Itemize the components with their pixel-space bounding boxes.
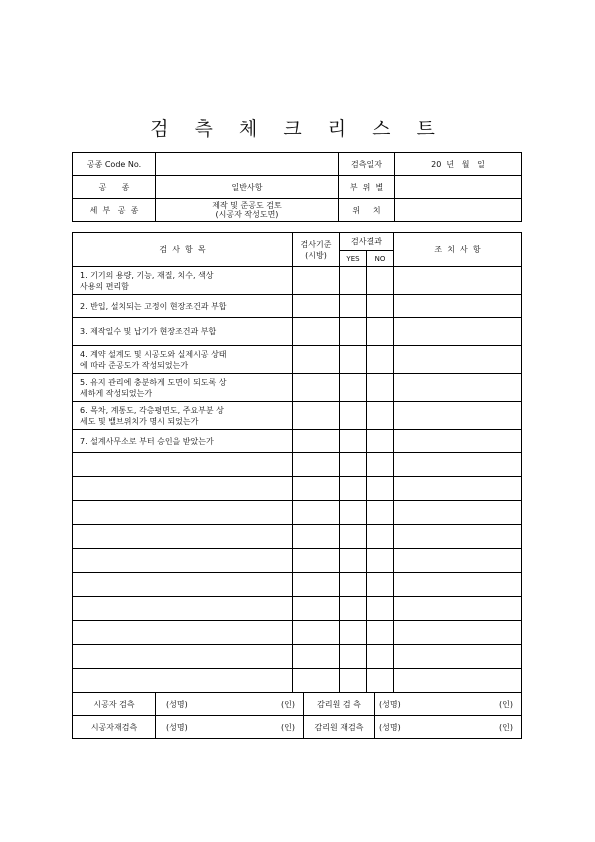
action-cell[interactable] xyxy=(394,573,522,597)
sign-name-text: (성명) xyxy=(166,722,188,732)
sign-name-text: (성명) xyxy=(166,699,188,709)
yes-cell[interactable] xyxy=(340,525,367,549)
action-cell[interactable] xyxy=(394,430,522,453)
no-cell[interactable] xyxy=(367,621,394,645)
header-row-work xyxy=(73,176,522,199)
item-text: 1. 기기의 용량, 기능, 재질, 치수, 색상 사용의 편리함 xyxy=(73,267,293,295)
item-cell[interactable] xyxy=(73,645,293,669)
contractor-inspection-label: 시공자 검측 xyxy=(73,693,156,716)
standard-cell[interactable] xyxy=(293,573,340,597)
standard-cell[interactable] xyxy=(293,374,340,402)
location-value[interactable] xyxy=(395,199,522,222)
standard-cell[interactable] xyxy=(293,346,340,374)
yes-cell[interactable] xyxy=(340,669,367,693)
no-cell[interactable] xyxy=(367,573,394,597)
item-cell[interactable] xyxy=(73,525,293,549)
supervisor-inspection-sign[interactable] xyxy=(375,693,522,716)
item-cell[interactable] xyxy=(73,453,293,477)
item-text: 6. 목차, 계통도, 각층평면도, 주요부분 상 세도 및 밸브위치가 명시 되었는가 xyxy=(73,402,293,430)
header-table xyxy=(72,152,522,222)
seal-text: (인) xyxy=(499,722,513,732)
table-row xyxy=(73,267,522,295)
code-value[interactable] xyxy=(156,153,339,176)
col-no-header: NO xyxy=(367,251,394,267)
contractor-reinspection-sign[interactable] xyxy=(156,716,304,739)
table-row xyxy=(73,597,522,621)
standard-cell[interactable] xyxy=(293,402,340,430)
col-action-header: 조 치 사 항 xyxy=(394,233,522,267)
yes-cell[interactable] xyxy=(340,318,367,346)
table-row xyxy=(73,549,522,573)
yes-cell[interactable] xyxy=(340,477,367,501)
standard-cell[interactable] xyxy=(293,453,340,477)
signature-row xyxy=(73,693,522,716)
yes-cell[interactable] xyxy=(340,430,367,453)
table-row xyxy=(73,501,522,525)
col-result-header: 검사결과 xyxy=(340,233,394,251)
standard-cell[interactable] xyxy=(293,430,340,453)
no-cell[interactable] xyxy=(367,453,394,477)
item-text: 7. 설계사무소로 부터 승인을 받았는가 xyxy=(73,430,293,453)
yes-cell[interactable] xyxy=(340,573,367,597)
col-standard-header: 검사기준 (시방) xyxy=(293,233,340,267)
yes-cell[interactable] xyxy=(340,597,367,621)
sign-name-text: (성명) xyxy=(379,722,401,732)
standard-cell[interactable] xyxy=(293,477,340,501)
section-value[interactable] xyxy=(395,176,522,199)
seal-text: (인) xyxy=(281,722,295,732)
action-cell[interactable] xyxy=(394,453,522,477)
table-row xyxy=(73,621,522,645)
seal-text: (인) xyxy=(499,699,513,709)
standard-cell[interactable] xyxy=(293,621,340,645)
table-row xyxy=(73,346,522,374)
work-value[interactable]: 일반사항 xyxy=(156,176,339,199)
item-text: 2. 반입, 설치되는 고정이 현장조건과 부합 xyxy=(73,295,293,318)
action-cell[interactable] xyxy=(394,295,522,318)
yes-cell[interactable] xyxy=(340,501,367,525)
table-row xyxy=(73,453,522,477)
yes-cell[interactable] xyxy=(340,346,367,374)
action-cell[interactable] xyxy=(394,525,522,549)
item-text: 3. 제작일수 및 납기가 현장조건과 부합 xyxy=(73,318,293,346)
checklist-table xyxy=(72,232,522,693)
item-cell[interactable] xyxy=(73,501,293,525)
yes-cell[interactable] xyxy=(340,267,367,295)
table-row xyxy=(73,525,522,549)
action-cell[interactable] xyxy=(394,549,522,573)
code-label: 공종 Code No. xyxy=(73,153,156,176)
yes-cell[interactable] xyxy=(340,453,367,477)
standard-cell[interactable] xyxy=(293,549,340,573)
seal-text: (인) xyxy=(281,699,295,709)
action-cell[interactable] xyxy=(394,477,522,501)
col-item-header: 검 사 항 목 xyxy=(73,233,293,267)
checklist-header-row xyxy=(73,233,522,251)
signature-row xyxy=(73,716,522,739)
header-row-code xyxy=(73,153,522,176)
action-cell[interactable] xyxy=(394,597,522,621)
action-cell[interactable] xyxy=(394,645,522,669)
no-cell[interactable] xyxy=(367,525,394,549)
action-cell[interactable] xyxy=(394,402,522,430)
sign-name-text: (성명) xyxy=(379,699,401,709)
date-label: 검측일자 xyxy=(339,153,395,176)
no-cell[interactable] xyxy=(367,318,394,346)
no-cell[interactable] xyxy=(367,549,394,573)
yes-cell[interactable] xyxy=(340,374,367,402)
no-cell[interactable] xyxy=(367,295,394,318)
section-label: 부 위 별 xyxy=(339,176,395,199)
table-row xyxy=(73,430,522,453)
action-cell[interactable] xyxy=(394,621,522,645)
page-title: 검 측 체 크 리 스 트 xyxy=(150,118,445,140)
col-yes-header: YES xyxy=(340,251,367,267)
no-cell[interactable] xyxy=(367,402,394,430)
no-cell[interactable] xyxy=(367,645,394,669)
table-row xyxy=(73,573,522,597)
standard-cell[interactable] xyxy=(293,525,340,549)
no-cell[interactable] xyxy=(367,477,394,501)
table-row xyxy=(73,374,522,402)
standard-cell[interactable] xyxy=(293,501,340,525)
table-row xyxy=(73,402,522,430)
standard-cell[interactable] xyxy=(293,669,340,693)
yes-cell[interactable] xyxy=(340,621,367,645)
item-cell[interactable] xyxy=(73,477,293,501)
no-cell[interactable] xyxy=(367,597,394,621)
no-cell[interactable] xyxy=(367,346,394,374)
action-cell[interactable] xyxy=(394,267,522,295)
no-cell[interactable] xyxy=(367,374,394,402)
signature-table xyxy=(72,692,522,739)
table-row xyxy=(73,477,522,501)
standard-cell[interactable] xyxy=(293,597,340,621)
item-cell[interactable] xyxy=(73,573,293,597)
no-cell[interactable] xyxy=(367,501,394,525)
action-cell[interactable] xyxy=(394,318,522,346)
work-label: 공 종 xyxy=(73,176,156,199)
no-cell[interactable] xyxy=(367,430,394,453)
detail-value[interactable]: 제작 및 준공도 검토 (시공자 작성도면) xyxy=(156,199,339,222)
yes-cell[interactable] xyxy=(340,402,367,430)
action-cell[interactable] xyxy=(394,374,522,402)
date-value[interactable]: 20 년 월 일 xyxy=(395,153,522,176)
action-cell[interactable] xyxy=(394,501,522,525)
header-row-detail xyxy=(73,199,522,222)
supervisor-reinspection-label: 감리원 재검측 xyxy=(304,716,375,739)
item-cell[interactable] xyxy=(73,597,293,621)
standard-cell[interactable] xyxy=(293,267,340,295)
action-cell[interactable] xyxy=(394,669,522,693)
item-cell[interactable] xyxy=(73,549,293,573)
item-cell[interactable] xyxy=(73,669,293,693)
yes-cell[interactable] xyxy=(340,645,367,669)
item-text: 5. 유지 관리에 충분하게 도면이 되도록 상 세하게 작성되었는가 xyxy=(73,374,293,402)
table-row xyxy=(73,669,522,693)
standard-cell[interactable] xyxy=(293,645,340,669)
contractor-inspection-sign[interactable] xyxy=(156,693,304,716)
contractor-reinspection-label: 시공자재검측 xyxy=(73,716,156,739)
location-label: 위 치 xyxy=(339,199,395,222)
supervisor-inspection-label: 감리원 검 측 xyxy=(304,693,375,716)
yes-cell[interactable] xyxy=(340,549,367,573)
item-cell[interactable] xyxy=(73,621,293,645)
yes-cell[interactable] xyxy=(340,295,367,318)
no-cell[interactable] xyxy=(367,267,394,295)
supervisor-reinspection-sign[interactable] xyxy=(375,716,522,739)
action-cell[interactable] xyxy=(394,346,522,374)
standard-cell[interactable] xyxy=(293,318,340,346)
detail-label: 세 부 공 종 xyxy=(73,199,156,222)
table-row xyxy=(73,295,522,318)
standard-cell[interactable] xyxy=(293,295,340,318)
item-text: 4. 계약 설계도 및 시공도와 실제시공 상태 에 따라 준공도가 작성되었는가 xyxy=(73,346,293,374)
table-row xyxy=(73,318,522,346)
table-row xyxy=(73,645,522,669)
no-cell[interactable] xyxy=(367,669,394,693)
